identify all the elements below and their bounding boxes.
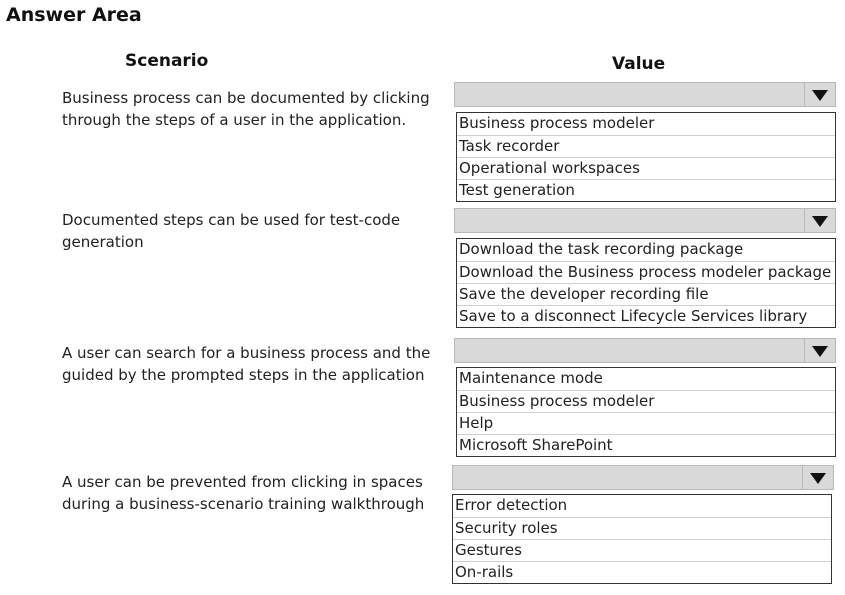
triangle-down-icon[interactable]	[804, 83, 835, 106]
value-header: Value	[612, 54, 666, 74]
option[interactable]: Maintenance mode	[459, 369, 603, 387]
value-dropdown-1[interactable]	[454, 82, 836, 107]
option[interactable]: Download the Business process modeler package	[457, 261, 835, 283]
option[interactable]: Save to a disconnect Lifecycle Services library	[457, 305, 835, 327]
option[interactable]: Error detection	[455, 496, 568, 514]
option[interactable]: Save the developer recording file	[457, 283, 835, 305]
option[interactable]: Business process modeler	[457, 390, 835, 412]
option[interactable]: Business process modeler	[459, 114, 655, 132]
value-dropdown-2[interactable]	[454, 208, 836, 233]
triangle-down-icon[interactable]	[802, 466, 833, 489]
scenario-3: A user can search for a business process and the guided by the prompted steps in the application	[62, 344, 431, 384]
option[interactable]: Help	[457, 412, 835, 434]
option[interactable]: Download the task recording package	[459, 240, 744, 258]
option[interactable]: Task recorder	[457, 135, 835, 157]
triangle-down-icon[interactable]	[804, 339, 835, 362]
option[interactable]: On-rails	[453, 561, 831, 583]
scenario-4: A user can be prevented from clicking in spaces during a business-scenario training walkthrough	[62, 473, 425, 513]
scenario-header: Scenario	[125, 51, 209, 71]
scenario-2: Documented steps can be used for test-code generation	[62, 211, 401, 251]
option[interactable]: Gestures	[453, 539, 831, 561]
options-list-4	[452, 494, 832, 584]
triangle-down-icon[interactable]	[804, 209, 835, 232]
options-list-1	[456, 112, 836, 202]
options-list-2	[456, 238, 836, 328]
scenario-1: Business process can be documented by clicking through the steps of a user in the application.	[62, 89, 430, 129]
option[interactable]: Microsoft SharePoint	[457, 434, 835, 456]
options-list-3	[456, 367, 836, 457]
option[interactable]: Security roles	[453, 517, 831, 539]
option[interactable]: Operational workspaces	[457, 157, 835, 179]
option[interactable]: Test generation	[457, 179, 835, 201]
value-dropdown-4[interactable]	[452, 465, 834, 490]
answer-area-title: Answer Area	[6, 4, 142, 26]
value-dropdown-3[interactable]	[454, 338, 836, 363]
